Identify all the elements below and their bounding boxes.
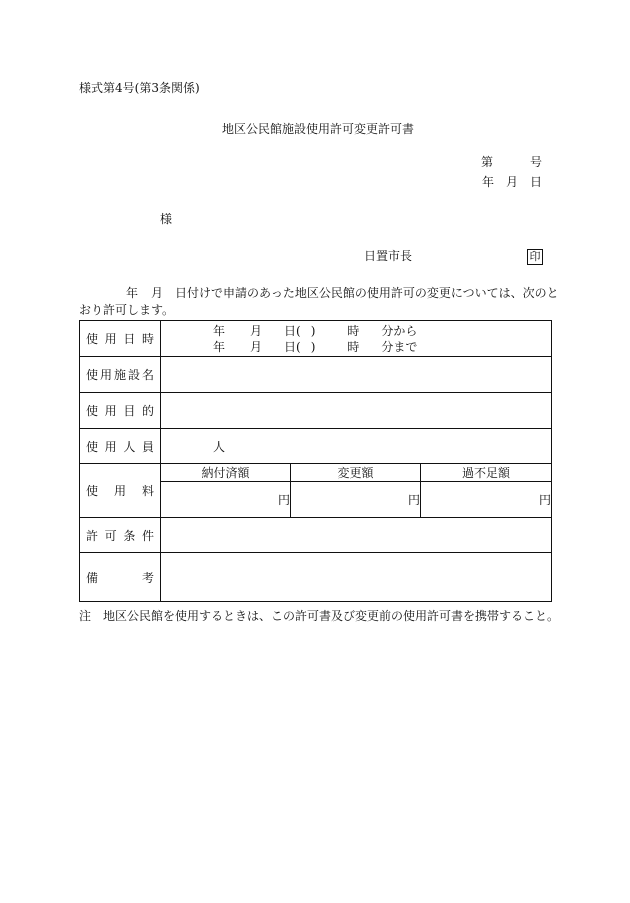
row-datetime (80, 321, 552, 357)
fee-unit: 円 (538, 493, 551, 507)
fee-unit: 円 (407, 493, 420, 507)
label-usage-people: 使用人員 (80, 429, 161, 464)
body-text-line1: 日付けで申請のあった地区公民館の使用許可の変更については、次のと (175, 286, 559, 300)
row-people (80, 429, 552, 464)
row-facility (80, 357, 552, 393)
row-remarks (80, 553, 552, 602)
footnote: 注 地区公民館を使用するときは、この許可書及び変更前の使用許可書を携帯すること。 (79, 609, 560, 623)
addressee-suffix: 様 (160, 212, 173, 226)
row-purpose (80, 393, 552, 429)
label-usage-fee: 使用料 (80, 464, 161, 518)
datetime-line-end: 年 月 日( ) 時 分まで (213, 339, 418, 354)
row-conditions (80, 518, 552, 553)
number-suffix: 号 (530, 155, 543, 169)
usage-purpose-cell[interactable] (161, 393, 552, 429)
usage-people-cell[interactable] (161, 429, 552, 464)
body-year: 年 (126, 286, 139, 300)
usage-datetime-cell[interactable] (161, 321, 552, 357)
date-day: 日 (530, 175, 543, 189)
remarks-cell[interactable] (161, 553, 552, 602)
fee-change-cell[interactable] (291, 482, 421, 518)
facility-name-cell[interactable] (161, 357, 552, 393)
fee-difference-cell[interactable] (421, 482, 552, 518)
row-fee-headers (80, 464, 552, 482)
label-permit-conditions: 許可条件 (80, 518, 161, 553)
label-usage-purpose: 使用目的 (80, 393, 161, 429)
label-remarks: 備考 (80, 553, 161, 602)
fee-paid-cell[interactable] (161, 482, 291, 518)
label-usage-datetime: 使用日時 (80, 321, 161, 357)
datetime-line-start: 年 月 日( ) 時 分から (213, 323, 418, 338)
body-month: 月 (151, 286, 164, 300)
number-prefix: 第 (481, 155, 494, 169)
date-year: 年 (482, 175, 495, 189)
issuer-name: 日置市長 (364, 249, 413, 263)
fee-header-difference: 過不足額 (421, 464, 552, 482)
fee-header-change: 変更額 (291, 464, 421, 482)
permit-table (79, 320, 552, 602)
seal-mark: 印 (527, 249, 543, 265)
permit-conditions-cell[interactable] (161, 518, 552, 553)
label-facility-name: 使用施設名 (80, 357, 161, 393)
date-month: 月 (506, 175, 519, 189)
document-title: 地区公民館施設使用許可変更許可書 (222, 122, 415, 136)
fee-unit: 円 (277, 493, 290, 507)
body-text-line2: おり許可します。 (79, 303, 175, 317)
form-number: 様式第4号(第3条関係) (79, 81, 200, 95)
people-unit: 人 (213, 439, 226, 454)
fee-header-paid: 納付済額 (161, 464, 291, 482)
